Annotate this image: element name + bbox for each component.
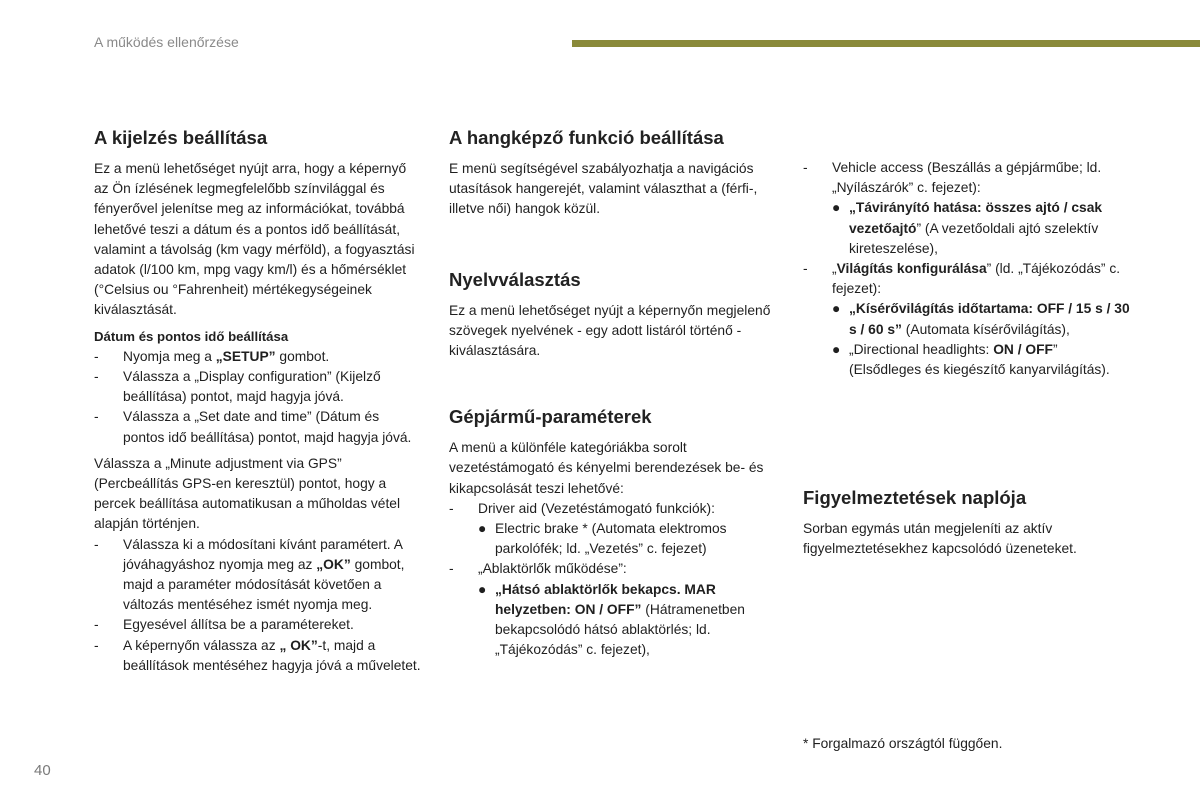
list-item: - „Ablaktörlők működése”:	[449, 561, 627, 577]
header-accent-bar	[572, 40, 1200, 47]
sound-settings-text: E menü segítségével szabályozhatja a navigációs utasítások hangerejét, valamint választhat a (férfi-, illetve női) hangok közül.	[449, 161, 758, 217]
list-item: - Válassza a „Display configuration” (Kijelző beállítása) pontot, majd hagyja jóvá.	[94, 369, 381, 405]
gps-paragraph: Válassza a „Minute adjustment via GPS” (Percbeállítás GPS-en keresztül) pontot, hogy a percek beállítása automatikusan a műholdas vétel alapján történjen.	[94, 455, 401, 532]
list-item: - Válassza ki a módosítani kívánt paramétert. A jóváhagyáshoz nyomja meg az „OK” gombot, majd a paraméter módosítását követően a változás mentéséhez ismét nyomja meg.	[94, 536, 405, 613]
list-item: ● Electric brake * (Automata elektromos parkolófék; ld. „Vezetés” c. fejezet)	[478, 521, 727, 557]
list-item: ● „Hátsó ablaktörlők bekapcs. MAR helyzetben: ON / OFF” (Hátramenetben bekapcsolódó hátsó ablaktörlés; ld. „Tájékozódás” c. fejezet),	[478, 581, 745, 658]
list-item: - Nyomja meg a „SETUP” gombot.	[94, 348, 330, 364]
section-header-title: A működés ellenőrzése	[94, 34, 239, 50]
warning-log-heading: Figyelmeztetések naplója	[803, 487, 1027, 509]
column-vehicle-continued	[803, 158, 1133, 560]
list-item: - „Világítás konfigurálása” (ld. „Tájékozódás” c. fejezet):	[803, 261, 1121, 297]
page-number: 40	[34, 762, 51, 779]
list-item: - Vehicle access (Beszállás a gépjárműbe; ld. „Nyílászárók” c. fejezet):	[803, 160, 1102, 196]
language-heading: Nyelvválasztás	[449, 268, 581, 290]
list-item: - A képernyőn válassza az „ OK”-t, majd a beállítások mentéséhez hagyja jóvá a műveletet.	[94, 637, 421, 673]
list-item: - Egyesével állítsa be a paramétereket.	[94, 617, 354, 633]
list-item: ● „Directional headlights: ON / OFF” (Elsődleges és kiegészítő kanyarvilágítás).	[832, 341, 1110, 378]
list-item: ● „Távirányító hatása: összes ajtó / csak vezetőajtó” (A vezetőoldali ajtó szelektív kireteszelése),	[832, 200, 1103, 256]
column-sound-language-vehicle	[449, 126, 779, 660]
display-settings-heading: A kijelzés beállítása	[94, 127, 268, 148]
list-item: ● „Kísérővilágítás időtartama: OFF / 15 s / 30 s / 60 s” (Automata kísérővilágítás),	[832, 301, 1130, 337]
language-text: Ez a menü lehetőséget nyújt a képernyőn megjelenő szövegek nyelvének - egy adott listáról történő - kiválasztására.	[449, 302, 771, 359]
date-time-subheading: Dátum és pontos idő beállítása	[94, 328, 289, 344]
warning-log-text: Sorban egymás után megjeleníti az aktív figyelmeztetésekhez kapcsolódó üzeneteket.	[803, 521, 1077, 557]
vehicle-params-text: A menü a különféle kategóriákba sorolt vezetéstámogató és kényelmi berendezések be- és kikapcsolását teszi lehetővé:	[449, 440, 764, 496]
sound-settings-heading: A hangképző funkció beállítása	[449, 127, 724, 148]
list-item: - Válassza a „Set date and time” (Dátum és pontos idő beállítása) pontot, majd hagyja jóvá.	[94, 409, 412, 445]
vehicle-params-heading: Gépjármű-paraméterek	[449, 406, 652, 428]
list-item: - Driver aid (Vezetéstámogató funkciók):	[449, 500, 715, 516]
column-display-settings	[94, 126, 424, 676]
footnote: * Forgalmazó országtól függően.	[803, 736, 1003, 751]
display-settings-intro: Ez a menü lehetőséget nyújt arra, hogy a képernyő az Ön ízlésének legmegfelelőbb színvilággal és fényerővel jelenítse meg az információkat, továbbá lehetővé teszi a dátum és a pontos idő beállítását, valamint a távolság (km vagy mérföld), a fogyasztási adatok (l/100 km, mpg vagy km/l) és a hőmérséklet (°Celsius ou °Fahrenheit) mértékegységeinek kiválasztását.	[94, 161, 415, 318]
